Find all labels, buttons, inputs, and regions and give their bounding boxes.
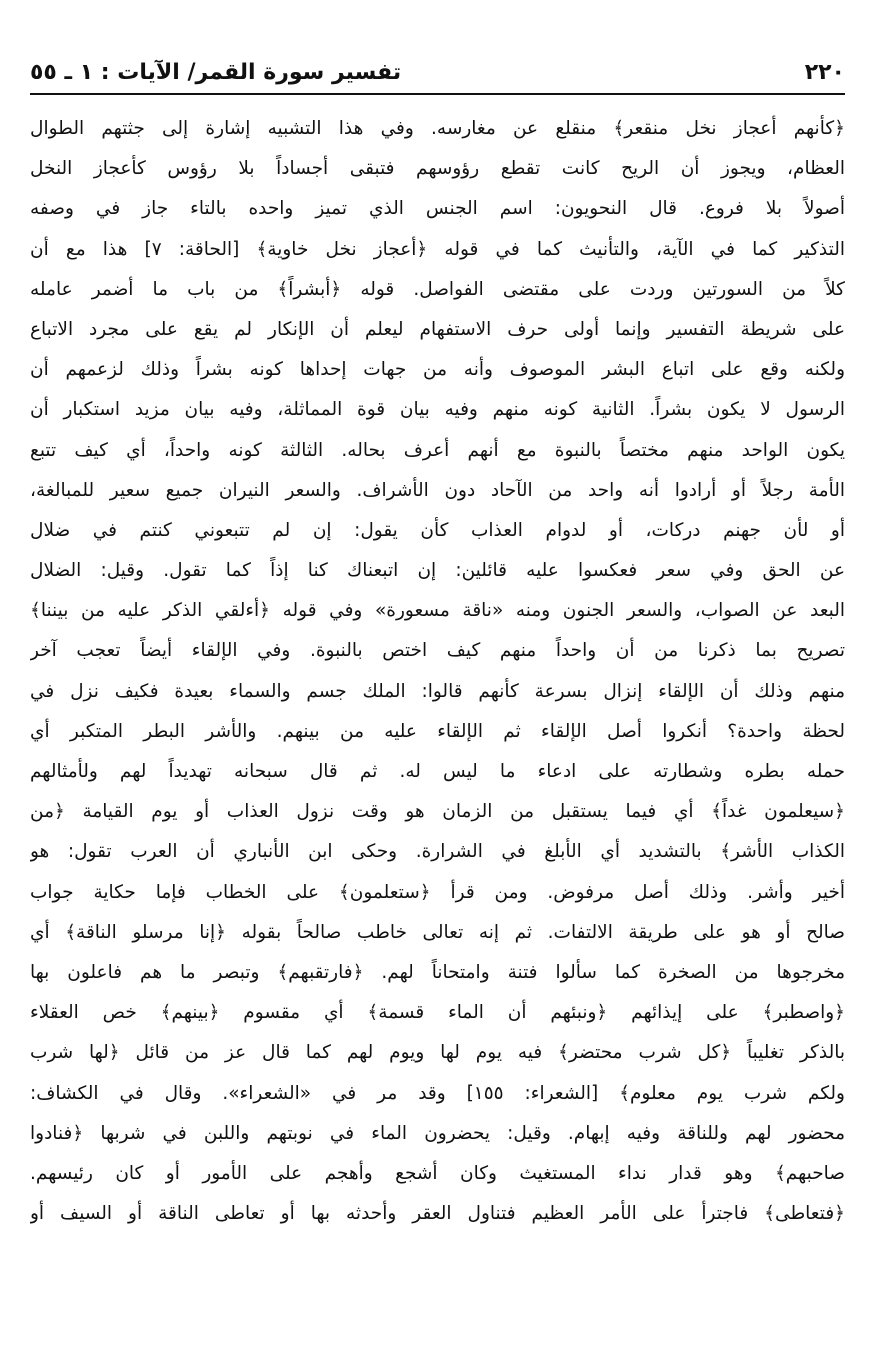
- text-line: البعد عن الصواب، والسعر الجنون ومنه «ناقة مسعورة» وفي قوله ﴿أءلقي الذكر عليه من بيننا﴾: [30, 600, 845, 622]
- text-line: لحظة واحدة؟ أنكروا أصل الإلقاء ثم الإلقاء عليه من بينهم. والأشر البطر المتكبر أي: [30, 720, 845, 742]
- text-line: حمله بطره وشطارته على ادعاء ما ليس له. ثم قال سبحانه تهديداً لهم ولأمثالهم: [30, 761, 845, 782]
- text-line: العظام، ويجوز أن الريح كانت تقطع رؤوسهم فتبقى أجساداً بلا رؤوس كأعجاز النخل: [30, 158, 845, 180]
- text-line: أخير وأشر. وذلك أصل مرفوض. ومن قرأ ﴿ستعلمون﴾ على الخطاب فإما حكاية جواب: [30, 881, 845, 903]
- text-line: صالح أو هو على طريقة الالتفات. ثم إنه تعالى خاطب صالحاً بقوله ﴿إنا مرسلو الناقة﴾ أي: [30, 921, 845, 943]
- text-line: ولكم شرب يوم معلوم﴾ [الشعراء: ١٥٥] وقد مر في «الشعراء». وقال في الكشاف:: [30, 1082, 845, 1104]
- text-line: ﴿كأنهم أعجاز نخل منقعر﴾ منقلع عن مغارسه. وفي هذا التشبيه إشارة إلى جثتهم الطوال: [30, 118, 845, 139]
- text-line: كلاً من السورتين وردت على مقتضى الفواصل. قوله ﴿أبشراً﴾ من باب ما أضمر عامله: [30, 278, 845, 300]
- text-line: بالذكر تغليباً ﴿كل شرب محتضر﴾ فيه يوم لها ويوم لهم كما قال عز من قائل ﴿لها شرب: [30, 1042, 845, 1064]
- text-line: الرسول لا يكون بشراً. الثانية كونه منهم وفيه بيان قوة المماثلة، وفيه بيان مزيد استكبار أن: [30, 399, 845, 421]
- text-line: أو لأن جهنم دركات، أو لدوام العذاب كأن يقول: إن لم تتبعوني كنتم في ضلال: [30, 519, 845, 541]
- text-line: أصولاً بلا فروع. قال النحويون: اسم الجنس الذي تميز واحده بالتاء جاز في وصفه: [30, 198, 845, 220]
- running-header: [30, 56, 845, 92]
- text-line: ﴿سيعلمون غداً﴾ أي فيما يستقبل من الزمان هو وقت نزول العذاب أو يوم القيامة ﴿من: [30, 801, 845, 823]
- page-number: ٢٢٠: [804, 60, 845, 85]
- text-line: التذكير كما في الآية، والتأنيث كما في قوله ﴿أعجاز نخل خاوية﴾ [الحاقة: ٧] هذا مع أن: [30, 238, 845, 260]
- text-line: مخرجوها من الصخرة كما سألوا فتنة وامتحاناً لهم. ﴿فارتقبهم﴾ وتبصر ما هم فاعلون بها: [30, 961, 845, 983]
- text-line: على شريطة التفسير وإنما أولى حرف الاستفهام ليعلم أن الإنكار لم يقع على مجرد الاتباع: [30, 318, 845, 340]
- text-line: تصريح بما ذكرنا من أن واحداً منهم كيف اختص بالنبوة. وفي الإلقاء أيضاً تعجب آخر: [30, 640, 845, 662]
- text-line: الأمة رجلاً أو أرادوا أنه واحد من الآحاد دون الأشراف. والسعر النيران جميع سعير للمبالغة،: [30, 479, 845, 501]
- text-line: يكون الواحد منهم مختصاً بالنبوة مع أنهم أعرف بحاله. الثالثة كونه واحداً، أي كيف تتبع: [30, 439, 845, 461]
- text-line: محضور لهم وللناقة وفيه إبهام. وقيل: يحضرون الماء في نوبتهم واللبن في شربها ﴿فنادوا: [30, 1122, 845, 1144]
- text-line: ﴿واصطبر﴾ على إيذائهم ﴿ونبئهم أن الماء قسمة﴾ أي مقسوم ﴿بينهم﴾ خص العقلاء: [30, 1002, 845, 1024]
- text-line: عن الحق وفي سعر فعكسوا عليه قائلين: إن اتبعناك كنا إذاً كما تقول. وقيل: الضلال: [30, 560, 845, 582]
- chapter-title: تفسير سورة القمر/ الآيات : ١ ـ ٥٥: [30, 60, 402, 85]
- text-line: الكذاب الأشر﴾ بالتشديد أي الأبلغ في الشرارة. وحكى ابن الأنباري أن العرب تقول: هو: [30, 841, 845, 863]
- text-line: ولكنه وقع على اتباع البشر الموصوف وأنه من جهات إحداها كونه بشراً وذلك لزعمهم أن: [30, 359, 845, 381]
- text-line: ﴿فتعاطى﴾ فاجترأ على الأمر العظيم فتناول العقر وأحدثه بها أو تعاطى الناقة أو السيف أو: [30, 1203, 845, 1225]
- text-line: صاحبهم﴾ وهو قدار نداء المستغيث وكان أشجع وأهجم على الأمور أو كان رئيسهم.: [30, 1162, 845, 1184]
- text-line: منهم وذلك أن الإلقاء إنزال بسرعة كأنهم قالوا: الملك جسم والسماء بعيدة فكيف نزل في: [30, 680, 845, 702]
- commentary-text: [30, 109, 845, 1234]
- header-divider: [30, 93, 845, 95]
